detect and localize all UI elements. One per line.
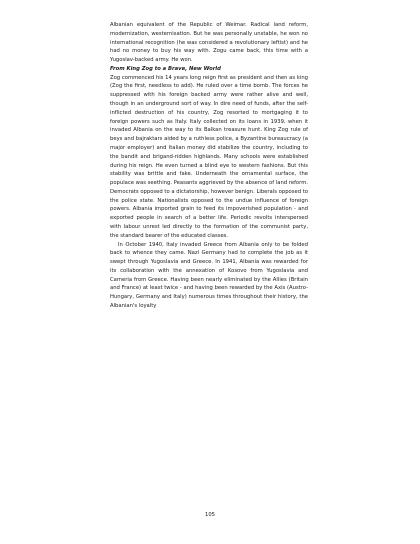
body-paragraph-2: Zog commenced his 14 years long reign first as president and then as king (Zog the first, needless to add). He ruled over a time bomb. The forces he suppressed with his foreign backed army were rather alive and well, though in an underground sort of way. In dire need of funds, after the self-inflicted destruction of his country, Zog resorted to mortgaging it to foreign powers such as Italy. Italy collected on its loans in 1939, when it invaded Albania on the way to its Balkan treasure hunt. King Zog rule of beys and bajraktars aided by a ruthless police, a Byzantine bureaucracy (a major employer) and Italian money did stabilize the country, including to the bandit and brigand-ridden highlands. Many schools were established during his reign. He even turned a blind eye to western fashions. But this stability was brittle and fake. Underneath the ornamental surface, the populace was seething. Peasants aggrieved by the absence of land reform. Democrats opposed to a dictatorship, however benign. Liberals opposed to the police state. Nationalists opposed to the undue influence of foreign powers. Albania imported grain to feed its impoverished population - and exported people in search of a better life. Periodic revolts interspersed with labour unrest led directly to the formation of the communist party, the standard bearer of the educated classes. bbox=[110, 74, 308, 239]
body-text-column bbox=[110, 21, 308, 311]
body-paragraph-3: In October 1940, Italy invaded Greece from Albania only to be folded back to whence they came. Nazi Germany had to complete the job as it swept through Yugoslavia and Greece. In 1941, Albania was rewarded for its collaboration with the annexation of Kosovo from Yugoslavia and Cameria from Greece. Having been nearly eliminated by the Allies (Britain and France) at least twice - and having been rewarded by the Axis (Austro-Hungary, Germany and Italy) numerous times throughout their history, the Albanian's loyalty bbox=[110, 241, 308, 309]
section-heading: From King Zog to a Brave, New World bbox=[110, 65, 221, 72]
body-paragraph-1: Albanian equivalent of the Republic of Weimar. Radical land reform, modernization, westernisation. But he was personally unstable, he won no international recognition (he was considered a revolutionary leftist) and he had no money to buy his way with. Zogu came back, this time with a Yugoslav-backed army. He won. bbox=[110, 22, 308, 64]
page-number: 105 bbox=[204, 512, 216, 518]
